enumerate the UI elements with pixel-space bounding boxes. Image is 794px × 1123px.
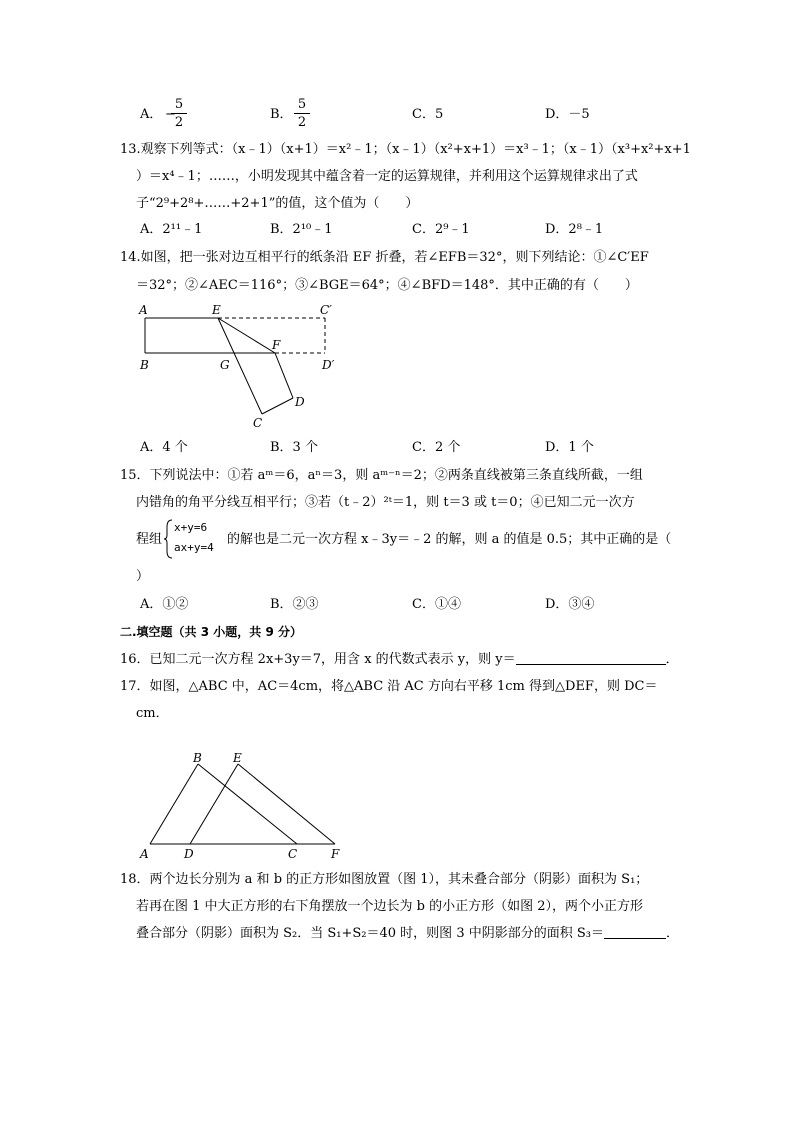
- q17-label-d: D: [184, 847, 194, 861]
- q15-option-d: D．③④: [545, 597, 595, 612]
- q14-label-e: E: [212, 303, 221, 317]
- q12-option-b-label: B．: [270, 107, 293, 122]
- q17-line-2: cm．: [136, 706, 169, 721]
- section-2-title: 二.填空题（共 3 小题，共 9 分）: [120, 625, 302, 639]
- q17-translation-figure: [135, 752, 345, 862]
- q17-label-a: A: [140, 847, 149, 861]
- q12-option-a-label: A．: [140, 107, 163, 122]
- q17-label-c: C: [288, 847, 298, 861]
- q12-option-c: C．5: [412, 107, 444, 122]
- q15-equation-1: x+y=6: [174, 521, 208, 534]
- q16-end: ．: [665, 652, 679, 667]
- q17-label-e: E: [233, 752, 242, 765]
- q18-answer-blank[interactable]: [604, 924, 666, 939]
- q13-option-c: C．2⁹﹣1: [412, 222, 470, 237]
- q15-brace: [163, 519, 173, 559]
- q17-segment-de: [190, 764, 238, 844]
- q14-label-d: D: [295, 395, 305, 409]
- q14-line-1: 14.如图，把一张对边互相平行的纸条沿 EF 折叠，若∠EFB＝32°，则下列结论：①∠C′EF: [120, 250, 649, 265]
- q12-option-b-denominator: 2: [297, 115, 307, 130]
- q17-line-1: 17．如图，△ABC 中，AC＝4cm，将△ABC 沿 AC 方向右平移 1cm 得到△DEF，则 DC＝: [120, 679, 658, 694]
- q16-question: 16．已知二元一次方程 2x+3y＝7，用含 x 的代数式表示 y，则 y＝: [120, 652, 516, 667]
- q17-label-b: B: [193, 752, 202, 765]
- q14-option-c: C．2 个: [412, 440, 461, 455]
- q13-option-d: D．2⁸﹣1: [545, 222, 604, 237]
- q17-segment-bc: [198, 764, 297, 844]
- q14-label-c: C: [253, 416, 263, 430]
- q12-option-a-denominator: 2: [174, 115, 184, 130]
- q13-line-2: ）＝x⁴﹣1；……，小明发现其中蕴含着一定的运算规律，并利用这个运算规律求出了式: [136, 169, 638, 184]
- q16-answer-blank[interactable]: [516, 650, 666, 665]
- q14-option-b: B．3 个: [270, 440, 318, 455]
- q13-line-3: 子“2⁹+2⁸+……+2+1”的值，这个值为（ ）: [136, 196, 419, 211]
- q14-label-d-prime: D′: [322, 358, 335, 372]
- q12-option-a-fraction: [171, 97, 187, 130]
- q17-segment-ab: [150, 764, 198, 844]
- q12-option-b-fraction: [294, 97, 310, 130]
- q14-line-2: ＝32°；②∠AEC＝116°；③∠BGE＝64°；④∠BFD＝148°．其中正确的有（ ）: [136, 278, 638, 293]
- q13-option-b: B．2¹⁰﹣1: [270, 222, 333, 237]
- q14-option-a: A．4 个: [140, 440, 188, 455]
- q17-label-f: F: [331, 847, 340, 861]
- q12-option-a-sign: −: [165, 107, 176, 122]
- q15-line-2: 内错角的角平分线互相平行；③若（t﹣2）²ᵗ＝1，则 t＝3 或 t＝0；④已知二元一次方: [136, 495, 635, 510]
- q14-label-a: A: [139, 303, 148, 317]
- q18-line-3: [136, 924, 679, 944]
- q13-line-1: 13.观察下列等式：（x﹣1）（x+1）＝x²﹣1；（x﹣1）（x²+x+1）＝x³﹣1；（x﹣1）（x³+x²+x+1: [120, 142, 691, 157]
- q15-line-1: 15．下列说法中：①若 aᵐ＝6，aⁿ＝3，则 aᵐ⁻ⁿ＝2；②两条直线被第三条直线所截，一组: [120, 468, 643, 483]
- q15-line-3-post: 的解也是二元一次方程 x﹣3y＝﹣2 的解，则 a 的值是 0.5；其中正确的是（: [227, 532, 672, 547]
- q12-option-d: D．－5: [545, 107, 590, 122]
- q18-line-2: 若再在图 1 中大正方形的右下角摆放一个边长为 b 的小正方形（如图 2），两个小正方形: [136, 899, 644, 914]
- q15-equation-2: ax+y=4: [174, 541, 214, 554]
- q14-segment-fd: [275, 353, 293, 398]
- q14-label-g: G: [220, 358, 230, 372]
- q14-segment-cd: [262, 398, 293, 414]
- q15-line-3-pre: 程组: [136, 532, 163, 547]
- q15-option-c: C．①④: [412, 597, 461, 612]
- q16-text: [120, 650, 679, 670]
- q14-label-f: F: [272, 338, 281, 352]
- q15-line-4: ）: [136, 569, 150, 584]
- q12-option-a-numerator: 5: [174, 97, 184, 112]
- q12-option-b-numerator: 5: [297, 97, 307, 112]
- q14-option-d: D．1 个: [545, 440, 594, 455]
- q14-label-c-prime: C′: [320, 303, 332, 317]
- q17-segment-ef: [238, 764, 335, 844]
- q14-fold-figure: [130, 298, 360, 436]
- q15-option-a: A．①②: [140, 597, 189, 612]
- q18-question: 叠合部分（阴影）面积为 S₂．当 S₁+S₂＝40 时，则图 3 中阴影部分的面积 S₃＝: [136, 926, 604, 941]
- q15-option-b: B．②③: [270, 597, 319, 612]
- q13-option-a: A．2¹¹﹣1: [140, 222, 203, 237]
- q18-line-1: 18．两个边长分别为 a 和 b 的正方形如图放置（图 1），其未叠合部分（阴影）面积为 S₁；: [120, 872, 649, 887]
- q14-label-b: B: [140, 358, 149, 372]
- q18-end: ．: [665, 926, 679, 941]
